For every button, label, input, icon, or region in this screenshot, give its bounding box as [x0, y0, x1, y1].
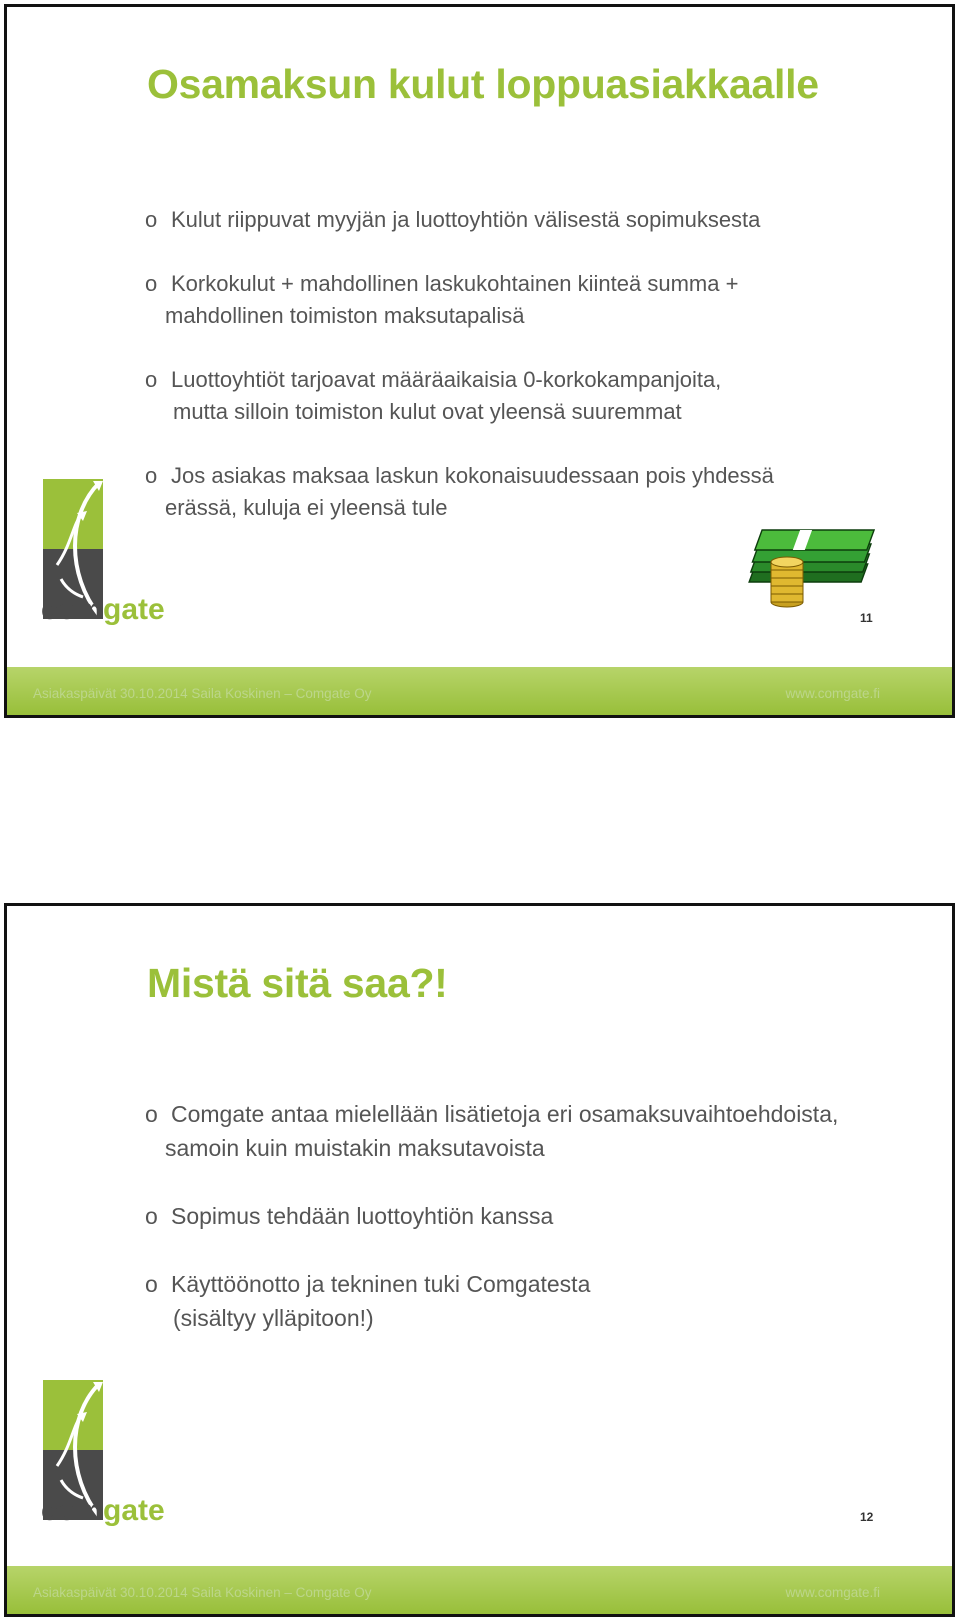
- slide-title: Osamaksun kulut loppuasiakkaalle: [147, 61, 819, 107]
- bullet-mark: o: [145, 1203, 158, 1229]
- bullet-item: [145, 1199, 935, 1233]
- bullet-item: [145, 1267, 935, 1335]
- bullet-item: [145, 364, 865, 428]
- bullet-item: [145, 460, 865, 524]
- bullet-text: Luottoyhtiöt tarjoavat määräaikaisia 0-korkokampanjoita,: [171, 367, 722, 392]
- bullet-text: Comgate antaa mielellään lisätietoja eri osamaksuvaihtoehdoista,: [171, 1101, 839, 1127]
- comgate-logo: [37, 1376, 177, 1531]
- slide-title: Mistä sitä saa?!: [147, 960, 448, 1006]
- bullet-text-continued: samoin kuin muistakin maksutavoista: [165, 1135, 545, 1161]
- bullet-item: [145, 204, 865, 236]
- bullet-mark: o: [145, 271, 158, 296]
- bullet-text-continued: mutta silloin toimiston kulut ovat yleensä suuremmat: [173, 399, 682, 424]
- footer-website-text: www.comgate.fi: [785, 1585, 880, 1600]
- bullet-mark: o: [145, 1101, 158, 1127]
- comgate-logo: [37, 475, 177, 630]
- bullet-text: Käyttöönotto ja tekninen tuki Comgatesta: [171, 1271, 591, 1297]
- slide-11: [4, 4, 955, 718]
- bullet-item: [145, 268, 865, 332]
- bullet-mark: o: [145, 463, 158, 488]
- slide-footer: [7, 667, 952, 715]
- page-number: 12: [860, 1510, 874, 1524]
- bullet-list: [145, 204, 865, 556]
- logo-text-gate: gate: [103, 593, 165, 626]
- logo-text-gate: gate: [103, 1494, 165, 1527]
- bullet-mark: o: [145, 1271, 158, 1297]
- footer-left-text: Asiakaspäivät 30.10.2014 Saila Koskinen – Comgate Oy: [33, 686, 372, 701]
- money-stack-icon: [733, 522, 875, 617]
- bullet-item: [145, 1097, 935, 1165]
- bullet-text-continued: (sisältyy ylläpitoon!): [173, 1305, 374, 1331]
- footer-left-text: Asiakaspäivät 30.10.2014 Saila Koskinen – Comgate Oy: [33, 1585, 372, 1600]
- bullet-text-continued: erässä, kuluja ei yleensä tule: [165, 495, 448, 520]
- bullet-text: Jos asiakas maksaa laskun kokonaisuudessaan pois yhdessä: [171, 463, 774, 488]
- bullet-mark: o: [145, 207, 158, 232]
- page-number: 11: [860, 611, 873, 625]
- bullet-list: [145, 1097, 935, 1369]
- logo-text-com: com: [41, 1494, 103, 1527]
- bullet-text: Korkokulut + mahdollinen laskukohtainen kiinteä summa +: [171, 271, 739, 296]
- footer-website-text: www.comgate.fi: [785, 686, 880, 701]
- bullet-mark: o: [145, 367, 158, 392]
- slide-12: [4, 903, 955, 1617]
- bullet-text-continued: mahdollinen toimiston maksutapalisä: [165, 303, 525, 328]
- bullet-text: Kulut riippuvat myyjän ja luottoyhtiön välisestä sopimuksesta: [171, 207, 761, 232]
- logo-text-com: com: [41, 593, 103, 626]
- slide-footer: [7, 1566, 952, 1614]
- bullet-text: Sopimus tehdään luottoyhtiön kanssa: [171, 1203, 554, 1229]
